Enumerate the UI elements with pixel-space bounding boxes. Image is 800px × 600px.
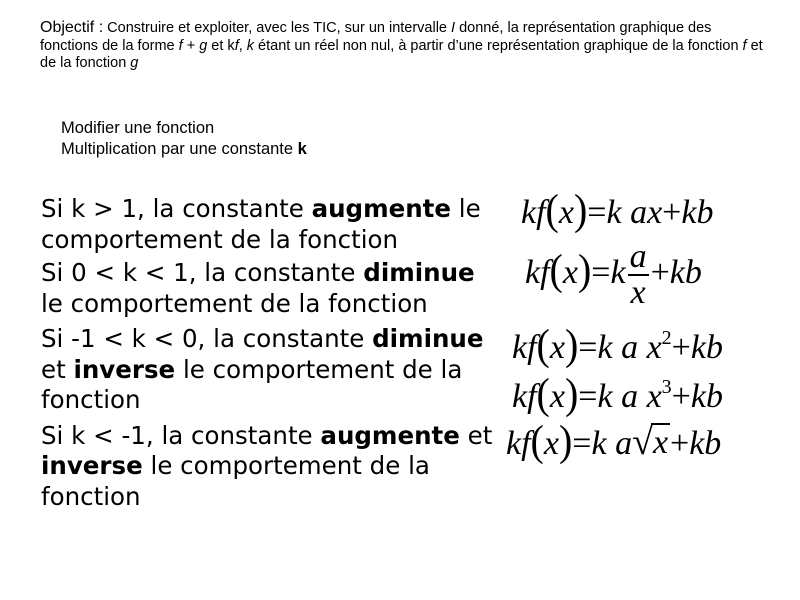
objective-text-4: étant un réel non nul, à partir d’une représentation graphique de la fonction	[254, 37, 743, 54]
objective-f3: f	[742, 37, 747, 54]
rule-text: Si -1 < k < 0, la constante	[41, 324, 373, 353]
formula-f: f	[521, 425, 531, 462]
formula-inverse	[525, 240, 702, 310]
formula-plus: +	[650, 253, 670, 291]
objective-g: g	[199, 37, 208, 54]
formula-sqrt	[506, 416, 722, 465]
rule-text: le comportement de la fonction	[41, 194, 481, 254]
formula-paren: )	[573, 185, 588, 234]
objective-g2: g	[130, 55, 139, 71]
rule-text: et	[41, 354, 74, 384]
objective-paragraph	[40, 19, 770, 73]
formula-exponent: 2	[661, 326, 672, 349]
formula-rhs: k a x	[597, 329, 662, 366]
rule-keyword: diminue	[372, 324, 484, 353]
formula-f: f	[536, 194, 546, 231]
rule-text: le comportement de la fonction	[41, 451, 430, 511]
rule-text: le comportement de la fonction	[41, 354, 463, 414]
rule-keyword: augmente	[311, 194, 452, 223]
formula-equals: =	[587, 194, 607, 231]
objective-text-2: donné, la représentation graphique des fonctions de la forme	[40, 20, 712, 54]
section-subtitle	[61, 118, 307, 160]
formula-paren: )	[564, 320, 579, 369]
objective-f: f	[178, 37, 183, 54]
rule-k-between-minus1-0	[41, 324, 496, 416]
formula-kb: kb	[690, 378, 723, 415]
formula-linear	[521, 185, 714, 234]
subtitle-line-2	[61, 139, 307, 160]
formula-square	[512, 320, 723, 369]
objective-lead: Objectif :	[40, 19, 104, 36]
formula-kb: kb	[689, 425, 722, 462]
subtitle-line-2-text: Multiplication par une constante	[61, 140, 298, 158]
formula-equals: =	[578, 329, 598, 366]
objective-k: k	[246, 37, 255, 54]
formula-paren: (	[549, 244, 563, 294]
rule-k-greater-1	[41, 194, 496, 255]
formula-x: x	[549, 329, 565, 366]
formula-plus: +	[671, 329, 691, 366]
formula-k: k	[512, 378, 528, 415]
rule-text: le comportement de la fonction	[41, 288, 428, 318]
rule-keyword: diminue	[363, 258, 475, 287]
objective-text: Construire et exploiter, avec les TIC, sur un intervalle	[103, 20, 452, 36]
rule-keyword: inverse	[73, 354, 176, 384]
rule-keyword: augmente	[320, 420, 460, 450]
formula-equals: =	[578, 378, 598, 415]
formula-x: x	[558, 194, 574, 231]
formula-paren: )	[558, 416, 573, 465]
formula-rhs: k a	[591, 425, 633, 462]
radical-sign: √	[632, 421, 653, 463]
objective-f2: f	[234, 37, 239, 54]
rule-text: et	[459, 420, 493, 450]
formula-k: k	[506, 425, 522, 462]
formula-equals: =	[591, 253, 611, 291]
formula-paren: (	[545, 185, 559, 234]
formula-k: k	[512, 329, 528, 366]
formula-plus: +	[671, 378, 691, 415]
subtitle-line-2-bold: k	[297, 140, 307, 158]
formula-kb: kb	[690, 329, 723, 366]
formula-kb: kb	[681, 194, 714, 231]
formula-f: f	[527, 329, 537, 366]
rule-text: Si 0 < k < 1, la constante	[41, 258, 364, 287]
formula-paren: )	[564, 369, 579, 418]
rule-text: Si k < -1, la constante	[41, 420, 321, 450]
subtitle-line-1: Modifier une fonction	[61, 119, 215, 137]
formula-rhs: k a x	[597, 378, 662, 415]
rules-list	[41, 194, 496, 512]
formula-paren: (	[530, 416, 544, 465]
fraction-denominator: x	[630, 274, 646, 311]
formula-x: x	[549, 378, 565, 415]
rule-keyword: inverse	[41, 451, 143, 480]
formula-rhs: k ax	[606, 194, 663, 231]
formula-plus: +	[662, 194, 682, 231]
formula-cube	[512, 369, 723, 418]
formula-square-root	[632, 423, 670, 461]
formula-exponent: 3	[661, 375, 672, 398]
formula-k: k	[525, 253, 541, 291]
objective-plus: +	[182, 37, 200, 54]
formula-k: k	[610, 253, 626, 291]
formula-f: f	[540, 253, 550, 291]
formula-x: x	[543, 425, 559, 462]
formula-k: k	[521, 194, 537, 231]
formula-fraction	[628, 240, 649, 310]
formula-plus: +	[670, 425, 690, 462]
objective-interval: I	[451, 20, 456, 36]
formula-equals: =	[572, 425, 592, 462]
objective-text-5: et de la fonction	[40, 37, 763, 71]
radicand: x	[652, 424, 669, 462]
formula-x: x	[562, 253, 578, 291]
formula-f: f	[527, 378, 537, 415]
rule-k-between-0-1	[41, 258, 496, 319]
formula-paren: (	[536, 369, 550, 418]
objective-comma: ,	[238, 37, 247, 54]
formula-paren: )	[577, 244, 592, 294]
formula-kb: kb	[669, 253, 702, 291]
formula-paren: (	[536, 320, 550, 369]
rule-k-less-minus1	[41, 421, 496, 513]
rule-text: Si k > 1, la constante	[41, 194, 312, 223]
objective-text-3: et k	[207, 37, 235, 54]
fraction-numerator: a	[629, 238, 647, 275]
